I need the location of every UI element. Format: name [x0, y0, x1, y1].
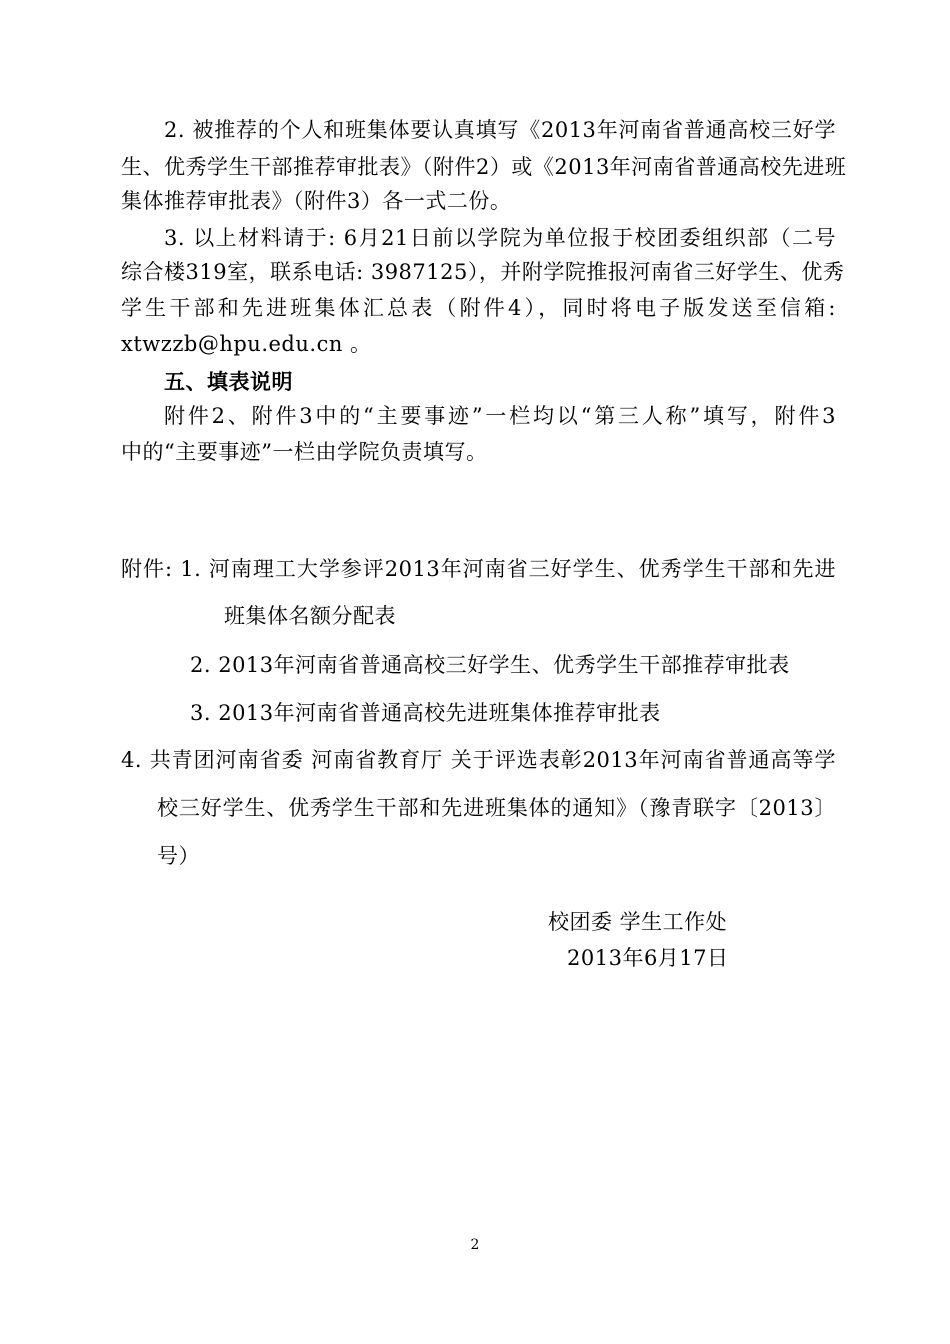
attachment-2: 2. 2013年河南省普通高校三好学生、优秀学生干部推荐审批表	[190, 653, 790, 677]
paragraph-2-line-1: 2. 被推荐的个人和班集体要认真填写《2013年河南省普通高校三好学	[164, 118, 836, 142]
paragraph-2-line-2: 生、优秀学生干部推荐审批表》（附件2）或《2013年河南省普通高校先进班	[121, 155, 847, 179]
section-5-line-1: 附件2、附件3中的“主要事迹”一栏均以“第三人称”填写，附件3	[164, 404, 836, 428]
section-5-heading: 五、填表说明	[164, 370, 293, 394]
attachment-3: 3. 2013年河南省普通高校先进班集体推荐审批表	[190, 701, 661, 725]
signature-organization: 校团委 学生工作处	[548, 910, 728, 934]
signature-date: 2013年6月17日	[567, 946, 729, 970]
attachment-4-line-1: 4. 共青团河南省委 河南省教育厅 关于评选表彰2013年河南省普通高等学	[121, 748, 836, 772]
paragraph-3-line-2: 综合楼319室，联系电话: 3987125），并附学院推报河南省三好学生、优秀	[121, 260, 845, 284]
page-number: 2	[470, 1237, 480, 1253]
attachment-4-line-3: 号）	[157, 844, 200, 868]
paragraph-3-line-4: xtwzzb@hpu.edu.cn 。	[121, 332, 372, 356]
paragraph-3-line-3: 学生干部和先进班集体汇总表（附件4），同时将电子版发送至信箱:	[121, 296, 836, 320]
attachment-4-line-2: 校三好学生、优秀学生干部和先进班集体的通知》（豫青联字〔2013〕	[157, 796, 836, 820]
section-5-line-2: 中的“主要事迹”一栏由学院负责填写。	[121, 440, 488, 464]
attachment-1-line-2: 班集体名额分配表	[224, 604, 396, 628]
paragraph-2-line-3: 集体推荐审批表》（附件3）各一式二份。	[121, 189, 512, 213]
attachment-1-line-1: 附件: 1. 河南理工大学参评2013年河南省三好学生、优秀学生干部和先进	[121, 557, 836, 581]
paragraph-3-line-1: 3. 以上材料请于: 6月21日前以学院为单位报于校团委组织部（二号	[164, 226, 836, 250]
